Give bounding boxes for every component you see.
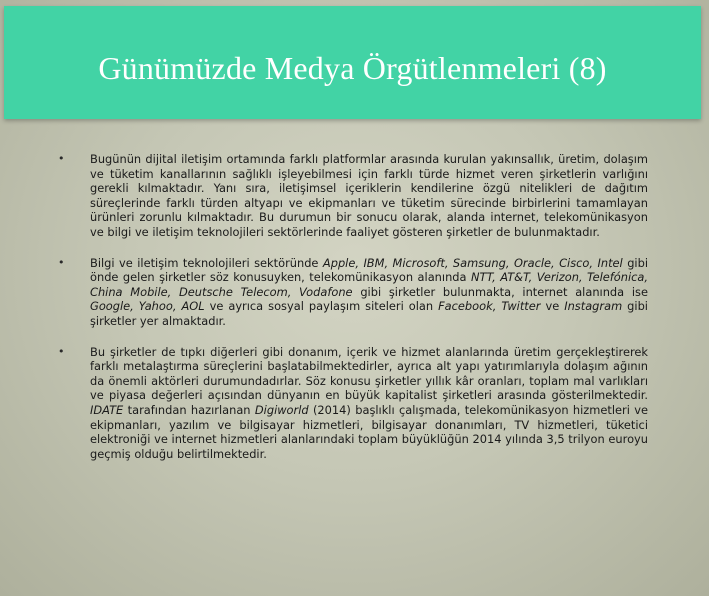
text-segment: gibi şirketler bulunmakta, internet alanında ise	[352, 284, 648, 299]
bullet-text	[90, 345, 648, 461]
bullet-dot-icon: •	[58, 255, 65, 269]
company-names: NTT, AT&T, Verizon, Telefónica, China Mobile, Deutsche Telecom, Vodafone	[90, 270, 648, 299]
report-name: Digiworld	[254, 402, 309, 417]
slide-title: Günümüzde Medya Örgütlenmeleri (8)	[98, 50, 607, 86]
bullet-dot-icon: •	[58, 344, 65, 358]
text-segment: gibi şirketler yer almaktadır.	[90, 299, 648, 328]
text-segment: ve ayrıca sosyal paylaşım siteleri olan	[204, 299, 439, 314]
bullet-dot-icon: •	[58, 152, 65, 165]
text-segment: Bugünün dijital iletişim ortamında farklı platformlar arasında kurulan yakınsallık, üretim, dolaşım ve tüketim kanallarının sağlıklı işleyebilmesi için farklı türde hizmet veren şirketlerin varlığını gerekli kılmaktadır. Yanı sıra, iletişimsel içeriklerin kendilerine özgü nitelikleri de dağıtım süreçlerinde farklı türden altyapı ve ekipmanları ve tüketim sürecinde birbirlerini tamamlayan ürünleri zorunlu kılmaktadır. Bu durumun bir sonucu olarak, alanda internet, telekomünikasyon ve bilgi ve iletişim teknolojileri sektörlerinde faaliyet gösteren şirketler de bulunmaktadır.	[90, 152, 648, 239]
company-names: Instagram	[564, 299, 623, 314]
text-segment: Bu şirketler de tıpkı diğerleri gibi donanım, içerik ve hizmet alanlarında üretim gerçekleştirerek farklı metalaştırma süreçlerini başlatabilmektedirler, ayrıca alt yapı yatırımlarıyla dolaşım ağının da önemli aktörleri durumundadırlar. Söz konusu şirketler yıllık kâr oranları, toplam mal varlıkları ve piyasa değerleri açısından dünyanın en büyük kapitalist şirketleri arasında gösterilmektedir.	[90, 344, 648, 403]
text-segment: ve	[540, 299, 565, 314]
bullet-item-1	[58, 152, 648, 240]
bullet-text	[90, 152, 648, 239]
company-names: Google, Yahoo, AOL	[90, 299, 205, 314]
bullet-item-2	[58, 256, 648, 329]
company-names: Facebook, Twitter	[438, 299, 541, 314]
text-segment: Bilgi ve iletişim teknolojileri sektöründe	[90, 255, 323, 270]
title-bar	[4, 6, 701, 119]
text-segment: (2014) başlıklı çalışmada, telekomünikasyon hizmetleri ve ekipmanları, yazılım ve bilgisayar hizmetleri, bilgisayar donanımları, TV hizmetleri, tüketici elektroniği ve internet hizmetleri alanlarındaki toplam büyüklüğün 2014 yılında 3,5 trilyon euroyu geçmiş olduğu belirtilmektedir.	[90, 402, 648, 461]
bullet-text	[90, 256, 648, 328]
organization-name: IDATE	[90, 402, 124, 417]
text-segment: gibi önde gelen şirketler söz konusuyken, telekomünikasyon alanında	[90, 255, 648, 285]
text-segment: tarafından hazırlanan	[123, 402, 255, 417]
content-area	[58, 152, 648, 477]
bullet-item-3	[58, 345, 648, 462]
company-names: Apple, IBM, Microsoft, Samsung, Oracle, Cisco, Intel	[322, 255, 623, 270]
